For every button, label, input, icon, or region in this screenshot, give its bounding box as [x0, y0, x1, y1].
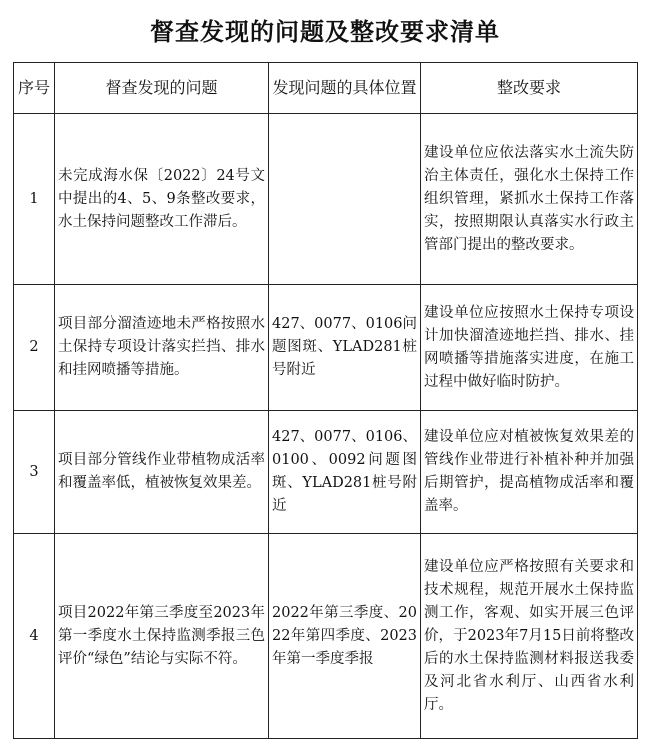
header-no: 序号 — [14, 63, 55, 114]
row-no: 3 — [14, 411, 55, 534]
table-header-row — [14, 63, 638, 114]
table-row — [14, 411, 638, 534]
issue-table — [13, 62, 638, 739]
row-location: 427、0077、0106问题图斑、YLAD281桩号附近 — [269, 285, 421, 411]
row-location — [269, 114, 421, 285]
row-requirement: 建设单位应依法落实水土流失防治主体责任，强化水土保持工作组织管理，紧抓水土保持工作落实，按照期限认真落实水行政主管部门提出的整改要求。 — [421, 114, 638, 285]
row-problem: 项目部分溜渣迹地未严格按照水土保持专项设计落实拦挡、排水和挂网喷播等措施。 — [55, 285, 269, 411]
header-problem: 督查发现的问题 — [55, 63, 269, 114]
row-problem: 未完成海水保〔2022〕24号文中提出的4、5、9条整改要求，水土保持问题整改工作滞后。 — [55, 114, 269, 285]
row-requirement: 建设单位应对植被恢复效果差的管线作业带进行补植补种并加强后期管护，提高植物成活率和覆盖率。 — [421, 411, 638, 534]
row-no: 1 — [14, 114, 55, 285]
row-no: 4 — [14, 534, 55, 739]
page-title: 督查发现的问题及整改要求清单 — [150, 18, 500, 46]
row-problem: 项目2022年第三季度至2023年第一季度水土保持监测季报三色评价“绿色”结论与实际不符。 — [55, 534, 269, 739]
row-requirement: 建设单位应严格按照有关要求和技术规程，规范开展水土保持监测工作，客观、如实开展三色评价，于2023年7月15日前将整改后的水土保持监测材料报送我委及河北省水利厅、山西省水利厅。 — [421, 534, 638, 739]
row-requirement: 建设单位应按照水土保持专项设计加快溜渣迹地拦挡、排水、挂网喷播等措施落实进度，在施工过程中做好临时防护。 — [421, 285, 638, 411]
table-row — [14, 114, 638, 285]
header-requirement: 整改要求 — [421, 63, 638, 114]
row-no: 2 — [14, 285, 55, 411]
row-location: 427、0077、0106、0100、0092问题图斑、YLAD281桩号附近 — [269, 411, 421, 534]
table-row — [14, 285, 638, 411]
header-location: 发现问题的具体位置 — [269, 63, 421, 114]
row-location: 2022年第三季度、2022年第四季度、2023年第一季度季报 — [269, 534, 421, 739]
row-problem: 项目部分管线作业带植物成活率和覆盖率低，植被恢复效果差。 — [55, 411, 269, 534]
table-row — [14, 534, 638, 739]
